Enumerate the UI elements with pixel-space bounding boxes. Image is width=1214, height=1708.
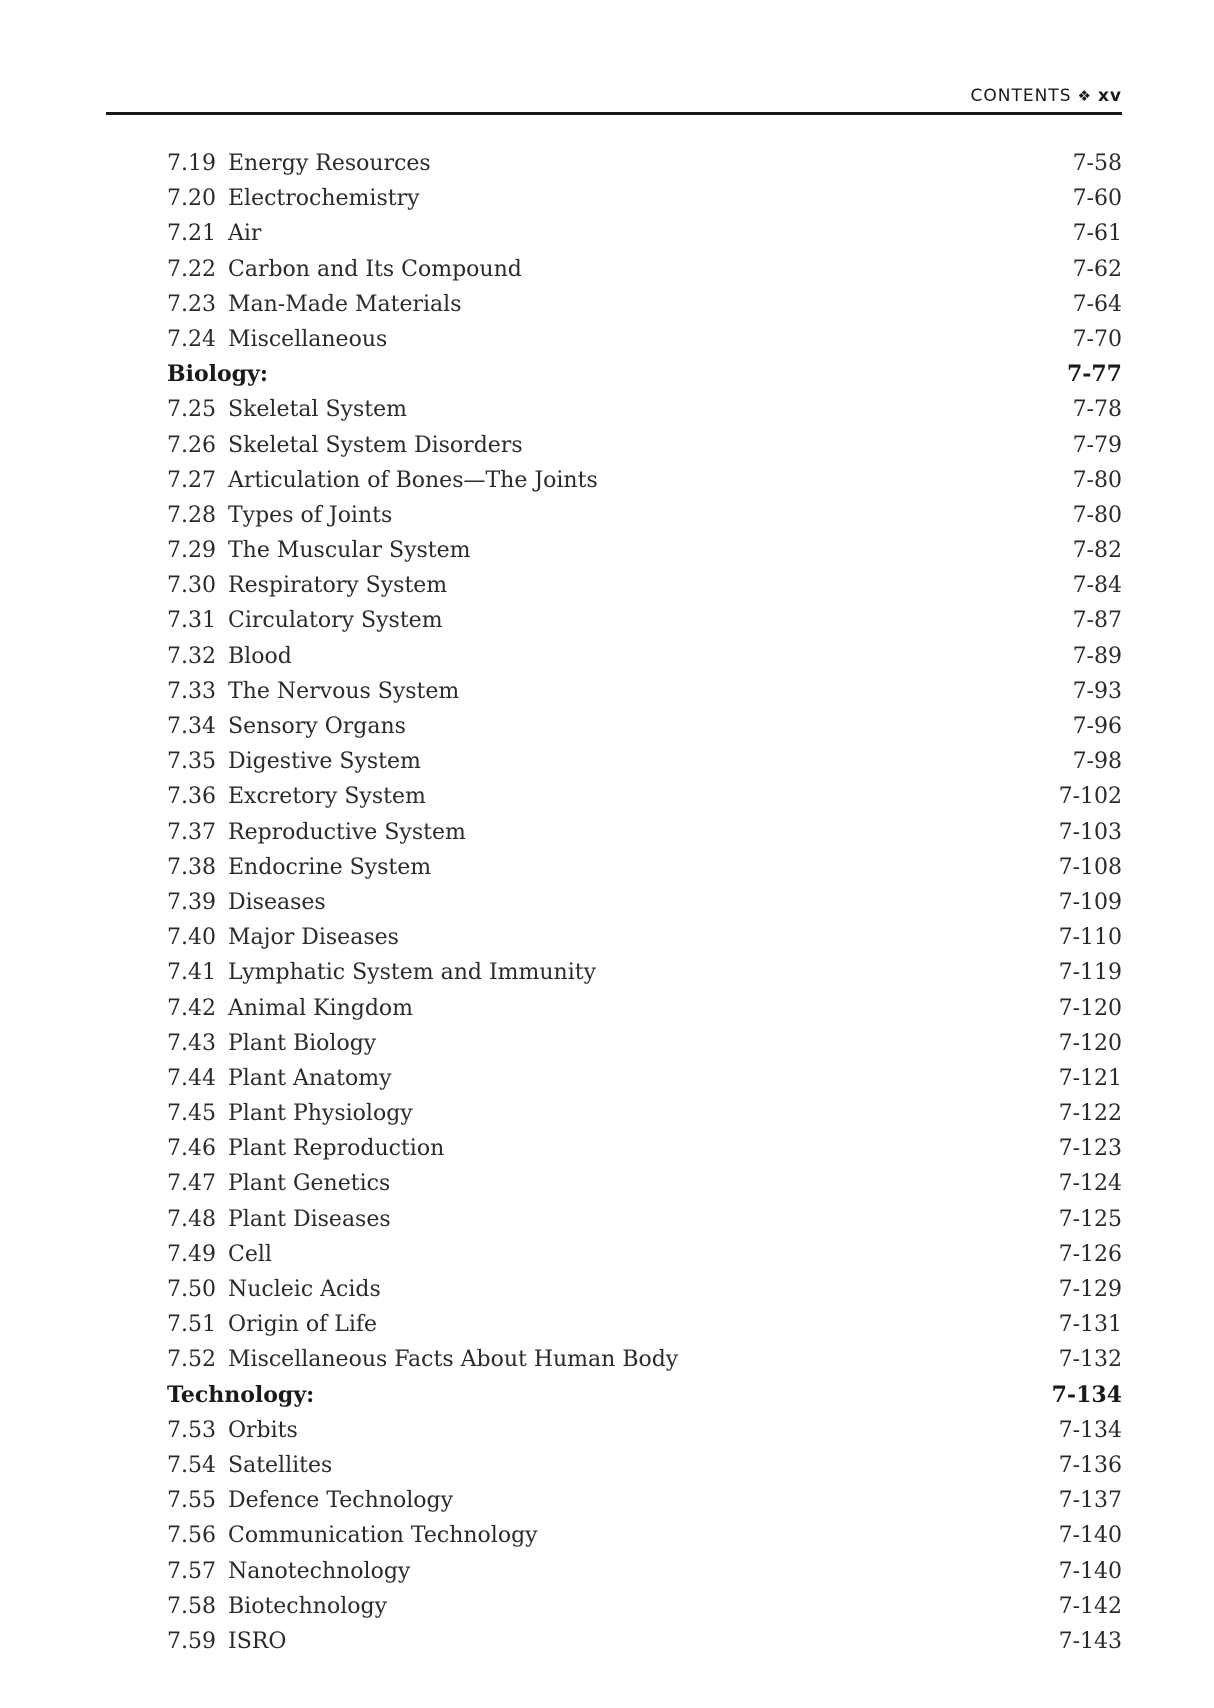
toc-entry-title: Types of Joints xyxy=(228,502,393,528)
toc-entry-page: 7-110 xyxy=(1058,925,1122,951)
toc-entry-page: 7-80 xyxy=(1072,467,1122,493)
toc-entry-number: 7.48 xyxy=(167,1206,216,1232)
toc-entry-number: 7.31 xyxy=(167,608,216,634)
toc-entry xyxy=(167,1483,1122,1518)
toc-entry-page: 7-121 xyxy=(1058,1065,1122,1091)
toc-entry-number: 7.33 xyxy=(167,678,216,704)
toc-entry-page: 7-77 xyxy=(1066,361,1122,388)
toc-entry-title: Communication Technology xyxy=(228,1523,538,1549)
toc-entry xyxy=(167,744,1122,779)
toc-entry-page: 7-60 xyxy=(1072,186,1122,212)
toc-entry-number: 7.36 xyxy=(167,784,216,810)
toc-entry-page: 7-131 xyxy=(1058,1312,1122,1338)
toc-entry-page: 7-89 xyxy=(1072,643,1122,669)
toc-entry-page: 7-140 xyxy=(1058,1558,1122,1584)
toc-entry-number: 7.50 xyxy=(167,1277,216,1302)
toc-entry-number: 7.24 xyxy=(167,326,216,352)
toc-section-heading xyxy=(167,357,1122,392)
toc-entry-page: 7-134 xyxy=(1058,1417,1122,1443)
toc-entry-title: Plant Biology xyxy=(228,1030,377,1056)
toc-entry-title: Man-Made Materials xyxy=(228,291,462,317)
toc-entry-title: Skeletal System xyxy=(228,397,407,423)
toc-entry-title: Biotechnology xyxy=(228,1593,388,1619)
toc-entry xyxy=(167,1202,1122,1237)
toc-entry xyxy=(167,1096,1122,1131)
toc-entry-title: Skeletal System Disorders xyxy=(228,432,523,458)
toc-entry-title: Blood xyxy=(228,643,292,669)
toc-entry-title: ISRO xyxy=(228,1628,287,1654)
toc-entry-number: 7.30 xyxy=(167,573,216,599)
toc-entry-title: Animal Kingdom xyxy=(228,995,414,1021)
toc-entry-number: 7.25 xyxy=(167,397,216,423)
toc-entry-page: 7-134 xyxy=(1051,1381,1122,1408)
toc-entry xyxy=(167,1131,1122,1166)
toc-entry xyxy=(167,1026,1122,1061)
toc-entry-page: 7-80 xyxy=(1072,502,1122,528)
toc-entry-page: 7-102 xyxy=(1058,784,1122,810)
toc-entry-number: 7.20 xyxy=(167,186,216,212)
toc-entry-number: 7.22 xyxy=(167,256,216,282)
toc-entry-page: 7-126 xyxy=(1058,1241,1122,1267)
toc-entry-title: Miscellaneous xyxy=(228,326,388,352)
toc-entry xyxy=(167,955,1122,990)
toc-entry-title: Nucleic Acids xyxy=(228,1277,381,1302)
toc-entry xyxy=(167,850,1122,885)
toc-entry-number: 7.23 xyxy=(167,291,216,317)
toc-entry xyxy=(167,1624,1122,1659)
toc-entry-page: 7-103 xyxy=(1058,819,1122,845)
toc-entry-page: 7-62 xyxy=(1072,256,1122,282)
toc-entry-page: 7-143 xyxy=(1058,1628,1122,1654)
toc-entry-number: 7.21 xyxy=(167,221,216,247)
toc-entry xyxy=(167,991,1122,1026)
toc-entry-title: Articulation of Bones—The Joints xyxy=(228,467,598,493)
toc-entry-number: 7.42 xyxy=(167,995,216,1021)
toc-entry-title: Diseases xyxy=(228,889,326,915)
toc-entry-page: 7-123 xyxy=(1058,1136,1122,1162)
toc-entry xyxy=(167,428,1122,463)
toc-entry-title: Satellites xyxy=(228,1452,333,1478)
toc-entry-number: 7.49 xyxy=(167,1241,216,1267)
toc-entry-number: 7.29 xyxy=(167,538,216,564)
toc-entry-number: 7.51 xyxy=(167,1312,216,1338)
toc-entry-number: 7.40 xyxy=(167,925,216,951)
toc-entry-page: 7-120 xyxy=(1058,995,1122,1021)
toc-entry-number: 7.37 xyxy=(167,819,216,845)
toc-entry xyxy=(167,1166,1122,1201)
toc-entry-number: 7.28 xyxy=(167,502,216,528)
toc-entry xyxy=(167,392,1122,427)
toc-entry-title: Air xyxy=(228,221,262,247)
toc-entry-number: 7.27 xyxy=(167,467,216,493)
toc-entry-page: 7-125 xyxy=(1058,1206,1122,1232)
toc-entry-page: 7-140 xyxy=(1058,1523,1122,1549)
toc-entry-page: 7-82 xyxy=(1072,538,1122,564)
toc-entry-number: 7.35 xyxy=(167,749,216,775)
toc-entry-title: Defence Technology xyxy=(228,1488,454,1514)
toc-entry xyxy=(167,463,1122,498)
toc-entry-number: 7.55 xyxy=(167,1488,216,1514)
toc-entry-number: 7.54 xyxy=(167,1452,216,1478)
toc-entry-page: 7-108 xyxy=(1058,854,1122,880)
toc-entry xyxy=(167,216,1122,251)
toc-entry-title: Electrochemistry xyxy=(228,186,420,212)
toc-entry-title: Nanotechnology xyxy=(228,1558,411,1584)
toc-entry xyxy=(167,920,1122,955)
toc-entry-number: 7.52 xyxy=(167,1347,216,1373)
toc-entry-number: 7.43 xyxy=(167,1030,216,1056)
toc-entry-title: Circulatory System xyxy=(228,608,443,634)
toc-entry-title: Cell xyxy=(228,1241,272,1267)
toc-entry-title: Major Diseases xyxy=(228,925,399,951)
toc-entry xyxy=(167,779,1122,814)
toc-entry xyxy=(167,498,1122,533)
toc-entry xyxy=(167,1413,1122,1448)
header-label: CONTENTS xyxy=(970,86,1072,106)
toc-entry-number: 7.47 xyxy=(167,1171,216,1197)
toc-entry xyxy=(167,252,1122,287)
toc-entry-title: Digestive System xyxy=(228,749,421,775)
toc-entry-page: 7-87 xyxy=(1072,608,1122,634)
toc-entry xyxy=(167,568,1122,603)
toc-entry xyxy=(167,815,1122,850)
toc-entry xyxy=(167,533,1122,568)
table-of-contents xyxy=(167,146,1122,1659)
header-rule xyxy=(106,112,1122,115)
toc-entry-title: Sensory Organs xyxy=(228,714,406,739)
toc-entry-number: 7.56 xyxy=(167,1523,216,1549)
toc-entry-title: The Nervous System xyxy=(228,678,460,704)
toc-entry-page: 7-119 xyxy=(1058,960,1122,986)
toc-entry-title: Plant Reproduction xyxy=(228,1136,445,1162)
toc-entry-title: Plant Physiology xyxy=(228,1101,413,1127)
toc-entry xyxy=(167,1589,1122,1624)
toc-entry xyxy=(167,181,1122,216)
toc-entry-number: 7.41 xyxy=(167,960,216,986)
toc-entry-page: 7-136 xyxy=(1058,1452,1122,1478)
toc-entry-number: 7.46 xyxy=(167,1136,216,1162)
toc-entry-page: 7-142 xyxy=(1058,1593,1122,1619)
toc-entry xyxy=(167,1518,1122,1553)
toc-entry xyxy=(167,1237,1122,1272)
toc-entry-page: 7-98 xyxy=(1072,749,1122,775)
toc-entry-page: 7-132 xyxy=(1058,1347,1122,1373)
toc-entry-number: 7.45 xyxy=(167,1101,216,1127)
toc-entry xyxy=(167,603,1122,638)
toc-entry-page: 7-109 xyxy=(1058,889,1122,915)
toc-entry-title: Plant Diseases xyxy=(228,1206,391,1232)
toc-entry-page: 7-61 xyxy=(1072,221,1122,247)
toc-entry xyxy=(167,674,1122,709)
diamond-ornament-icon: ❖ xyxy=(1077,87,1092,105)
toc-entry-page: 7-84 xyxy=(1072,573,1122,599)
toc-entry xyxy=(167,322,1122,357)
toc-entry-title: Technology: xyxy=(167,1381,315,1408)
toc-entry-number: 7.32 xyxy=(167,643,216,669)
toc-entry-title: Respiratory System xyxy=(228,573,448,599)
toc-entry-title: Biology: xyxy=(167,361,268,388)
toc-entry-page: 7-78 xyxy=(1072,397,1122,423)
toc-entry-title: Plant Genetics xyxy=(228,1171,391,1197)
toc-entry-number: 7.34 xyxy=(167,714,216,739)
toc-entry-number: 7.44 xyxy=(167,1065,216,1091)
toc-entry-number: 7.39 xyxy=(167,889,216,915)
toc-entry-page: 7-120 xyxy=(1058,1030,1122,1056)
toc-entry xyxy=(167,1342,1122,1377)
toc-entry-title: Plant Anatomy xyxy=(228,1065,392,1091)
toc-entry-number: 7.26 xyxy=(167,432,216,458)
toc-entry-page: 7-64 xyxy=(1072,291,1122,317)
toc-entry xyxy=(167,709,1122,744)
toc-entry-number: 7.38 xyxy=(167,854,216,880)
toc-entry-title: Endocrine System xyxy=(228,854,432,880)
toc-entry xyxy=(167,1272,1122,1307)
toc-entry-title: Energy Resources xyxy=(228,151,431,176)
toc-entry-page: 7-124 xyxy=(1058,1171,1122,1197)
toc-entry-title: Lymphatic System and Immunity xyxy=(228,960,596,986)
toc-entry-page: 7-122 xyxy=(1058,1101,1122,1127)
toc-entry-title: The Muscular System xyxy=(228,538,471,564)
header-page-number: xv xyxy=(1097,86,1122,106)
toc-entry xyxy=(167,639,1122,674)
toc-entry-number: 7.58 xyxy=(167,1593,216,1619)
toc-entry xyxy=(167,1061,1122,1096)
toc-entry-number: 7.57 xyxy=(167,1558,216,1584)
toc-entry-page: 7-93 xyxy=(1072,678,1122,704)
toc-entry-page: 7-58 xyxy=(1072,151,1122,176)
toc-entry-title: Carbon and Its Compound xyxy=(228,256,522,282)
toc-entry-number: 7.53 xyxy=(167,1417,216,1443)
toc-entry-page: 7-79 xyxy=(1072,432,1122,458)
toc-entry-title: Miscellaneous Facts About Human Body xyxy=(228,1347,679,1373)
toc-entry-title: Reproductive System xyxy=(228,819,466,845)
toc-entry-page: 7-137 xyxy=(1058,1488,1122,1514)
running-header xyxy=(106,86,1122,112)
toc-entry-page: 7-70 xyxy=(1072,326,1122,352)
toc-entry-number: 7.19 xyxy=(167,151,216,176)
toc-entry-number: 7.59 xyxy=(167,1628,216,1654)
toc-entry xyxy=(167,1448,1122,1483)
toc-entry-page: 7-96 xyxy=(1072,714,1122,739)
toc-entry xyxy=(167,287,1122,322)
toc-entry xyxy=(167,146,1122,181)
toc-entry-title: Orbits xyxy=(228,1417,298,1443)
toc-entry-page: 7-129 xyxy=(1058,1277,1122,1302)
toc-entry-title: Origin of Life xyxy=(228,1312,378,1338)
toc-entry xyxy=(167,1554,1122,1589)
toc-section-heading xyxy=(167,1378,1122,1413)
toc-entry-title: Excretory System xyxy=(228,784,426,810)
toc-entry xyxy=(167,885,1122,920)
toc-entry xyxy=(167,1307,1122,1342)
